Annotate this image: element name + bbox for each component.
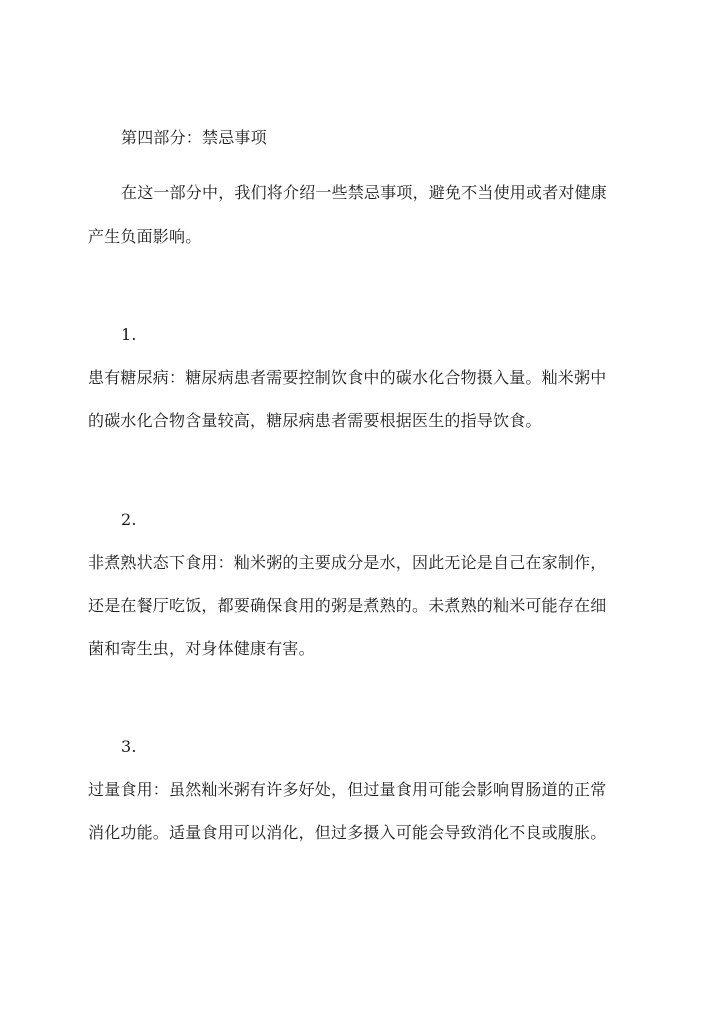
list-item-line: 患有糖尿病：糖尿病患者需要控制饮食中的碳水化合物摄入量。籼米粥中 [88, 368, 607, 387]
intro-line-2: 产生负面影响。 [88, 227, 202, 246]
intro-line-1: 在这一部分中，我们将介绍一些禁忌事项，避免不当使用或者对健康 [121, 183, 608, 202]
section-heading: 第四部分：禁忌事项 [121, 128, 267, 147]
list-item-number: 3. [121, 737, 137, 756]
list-item-number: 1. [121, 325, 137, 344]
list-item-line: 菌和寄生虫，对身体健康有害。 [88, 639, 315, 658]
list-item-number: 2. [121, 510, 137, 529]
list-item-line: 消化功能。适量食用可以消化，但过多摄入可能会导致消化不良或腹胀。 [88, 823, 607, 842]
list-item-line: 的碳水化合物含量较高，糖尿病患者需要根据医生的指导饮食。 [88, 411, 542, 430]
list-item-line: 还是在餐厅吃饭，都要确保食用的粥是煮熟的。未煮熟的籼米可能存在细 [88, 596, 607, 615]
list-item-line: 过量食用：虽然籼米粥有许多好处，但过量食用可能会影响胃肠道的正常 [88, 780, 607, 799]
list-item-line: 非煮熟状态下食用：籼米粥的主要成分是水，因此无论是自己在家制作， [88, 553, 607, 572]
